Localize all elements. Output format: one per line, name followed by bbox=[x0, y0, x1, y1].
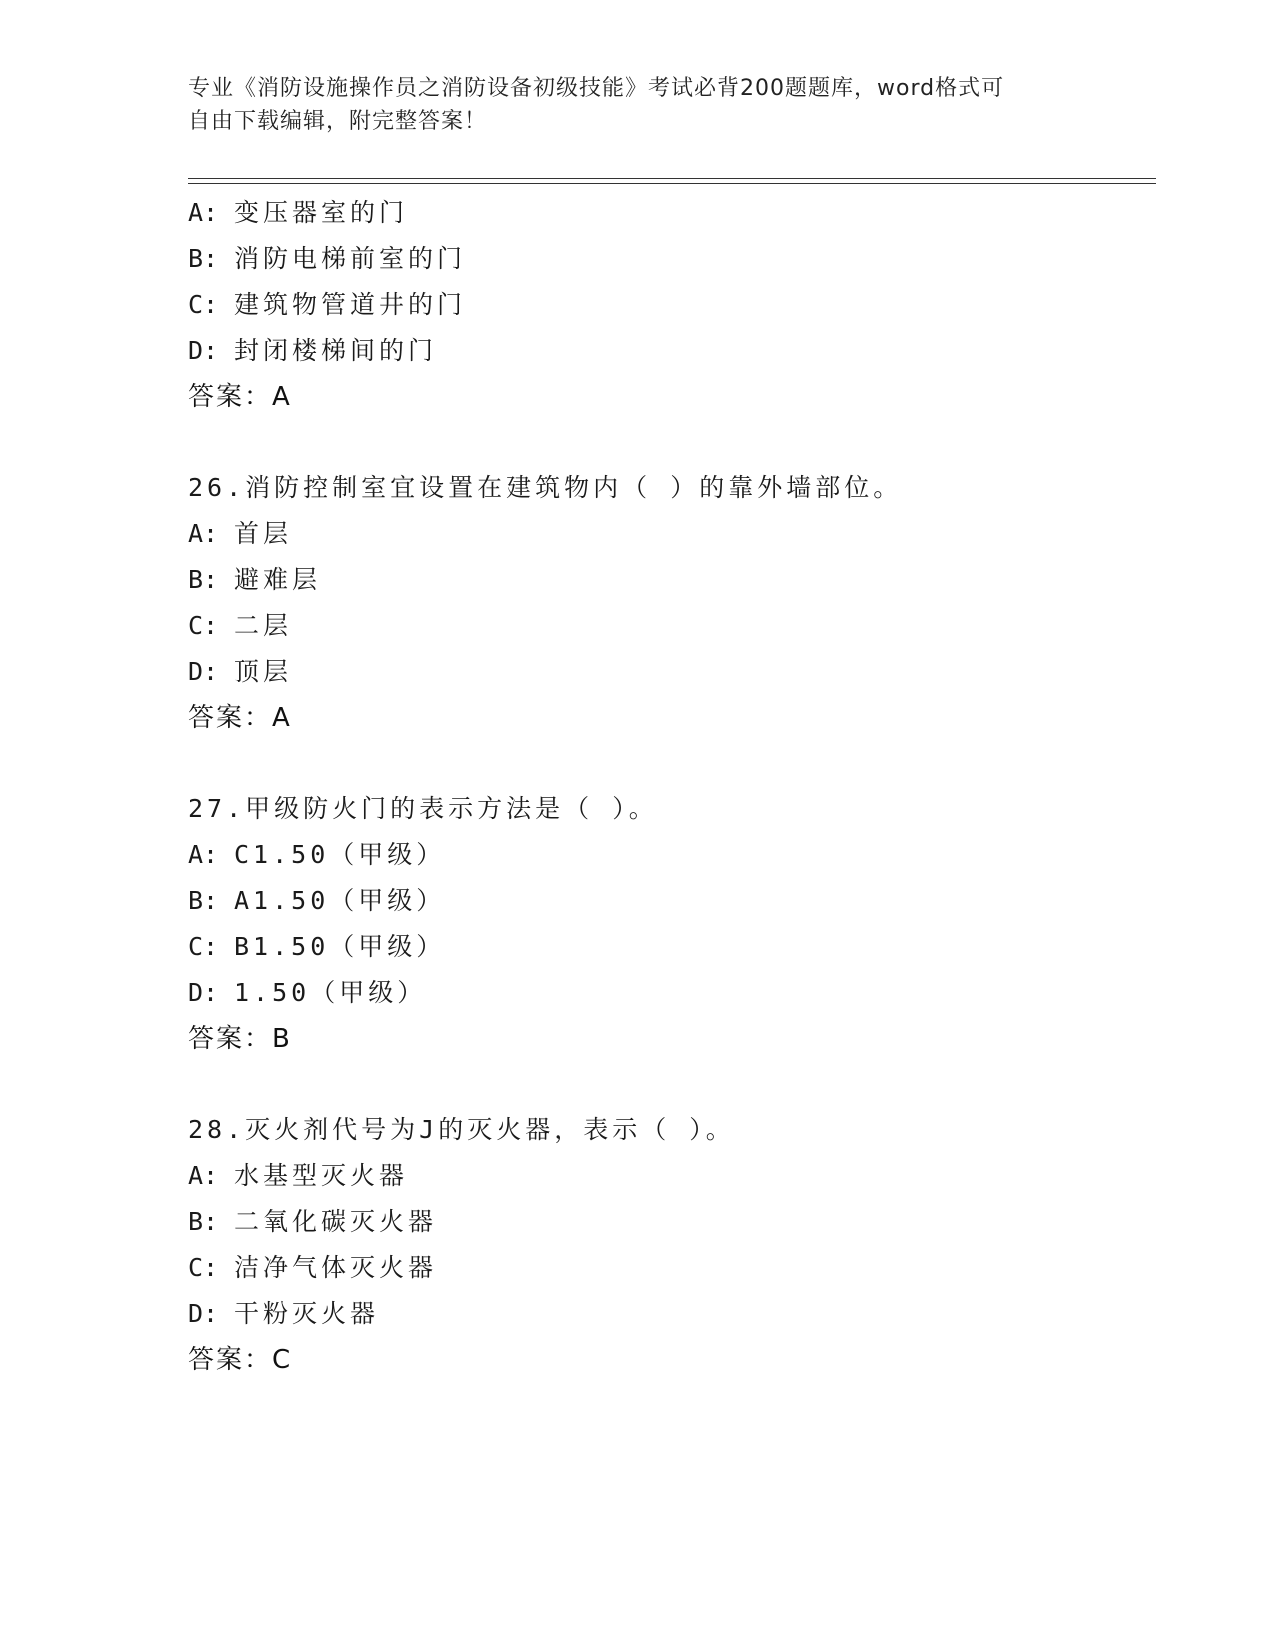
question-list bbox=[188, 190, 1148, 1383]
option-b bbox=[188, 557, 1148, 603]
option-a bbox=[188, 1153, 1148, 1199]
option-text: B1.50（甲级） bbox=[234, 932, 446, 961]
option-key: B: bbox=[188, 565, 219, 594]
option-c bbox=[188, 282, 1148, 328]
header-divider-top bbox=[188, 178, 1156, 179]
option-text: 避难层 bbox=[234, 565, 322, 594]
option-key: B: bbox=[188, 244, 219, 273]
option-key: D: bbox=[188, 978, 219, 1007]
option-key: A: bbox=[188, 1161, 219, 1190]
option-b bbox=[188, 236, 1148, 282]
option-c bbox=[188, 1245, 1148, 1291]
option-c bbox=[188, 924, 1148, 970]
option-c bbox=[188, 603, 1148, 649]
option-key: C: bbox=[188, 1253, 219, 1282]
header-line-1: 专业《消防设施操作员之消防设备初级技能》考试必背200题题库，word格式可 bbox=[188, 76, 1005, 101]
question-block bbox=[188, 190, 1148, 420]
option-key: D: bbox=[188, 336, 219, 365]
header-line-2: 自由下载编辑，附完整答案！ bbox=[188, 109, 488, 134]
question-text: 27.甲级防火门的表示方法是（ ）。 bbox=[188, 794, 658, 823]
answer-line: 答案：C bbox=[188, 1345, 293, 1375]
option-a bbox=[188, 190, 1148, 236]
option-key: A: bbox=[188, 198, 219, 227]
option-key: A: bbox=[188, 840, 219, 869]
question-block bbox=[188, 1107, 1148, 1383]
option-b bbox=[188, 878, 1148, 924]
header-divider-bottom bbox=[188, 183, 1156, 184]
option-d bbox=[188, 328, 1148, 374]
option-text: 水基型灭火器 bbox=[234, 1161, 409, 1190]
option-text: 二层 bbox=[234, 611, 293, 640]
option-text: 建筑物管道井的门 bbox=[234, 290, 467, 319]
question-block bbox=[188, 786, 1148, 1062]
option-key: B: bbox=[188, 1207, 219, 1236]
option-text: C1.50（甲级） bbox=[234, 840, 446, 869]
option-key: C: bbox=[188, 290, 219, 319]
option-a bbox=[188, 511, 1148, 557]
option-d bbox=[188, 970, 1148, 1016]
question-text: 26.消防控制室宜设置在建筑物内（ ）的靠外墙部位。 bbox=[188, 473, 903, 502]
answer-line: 答案：B bbox=[188, 1024, 292, 1054]
option-b bbox=[188, 1199, 1148, 1245]
option-text: 封闭楼梯间的门 bbox=[234, 336, 438, 365]
option-text: 变压器室的门 bbox=[234, 198, 409, 227]
option-d bbox=[188, 649, 1148, 695]
option-key: C: bbox=[188, 611, 219, 640]
option-key: A: bbox=[188, 519, 219, 548]
document-header bbox=[188, 72, 1088, 138]
option-text: 干粉灭火器 bbox=[234, 1299, 380, 1328]
option-text: 首层 bbox=[234, 519, 293, 548]
option-key: C: bbox=[188, 932, 219, 961]
option-text: 洁净气体灭火器 bbox=[234, 1253, 438, 1282]
option-key: B: bbox=[188, 886, 219, 915]
option-text: A1.50（甲级） bbox=[234, 886, 446, 915]
answer-line: 答案：A bbox=[188, 382, 292, 412]
option-a bbox=[188, 832, 1148, 878]
option-text: 顶层 bbox=[234, 657, 293, 686]
option-d bbox=[188, 1291, 1148, 1337]
option-text: 二氧化碳灭火器 bbox=[234, 1207, 438, 1236]
option-text: 消防电梯前室的门 bbox=[234, 244, 467, 273]
option-key: D: bbox=[188, 657, 219, 686]
option-text: 1.50（甲级） bbox=[234, 978, 427, 1007]
option-key: D: bbox=[188, 1299, 219, 1328]
question-block bbox=[188, 465, 1148, 741]
answer-line: 答案：A bbox=[188, 703, 292, 733]
question-text: 28.灭火剂代号为J的灭火器，表示（ ）。 bbox=[188, 1115, 735, 1144]
